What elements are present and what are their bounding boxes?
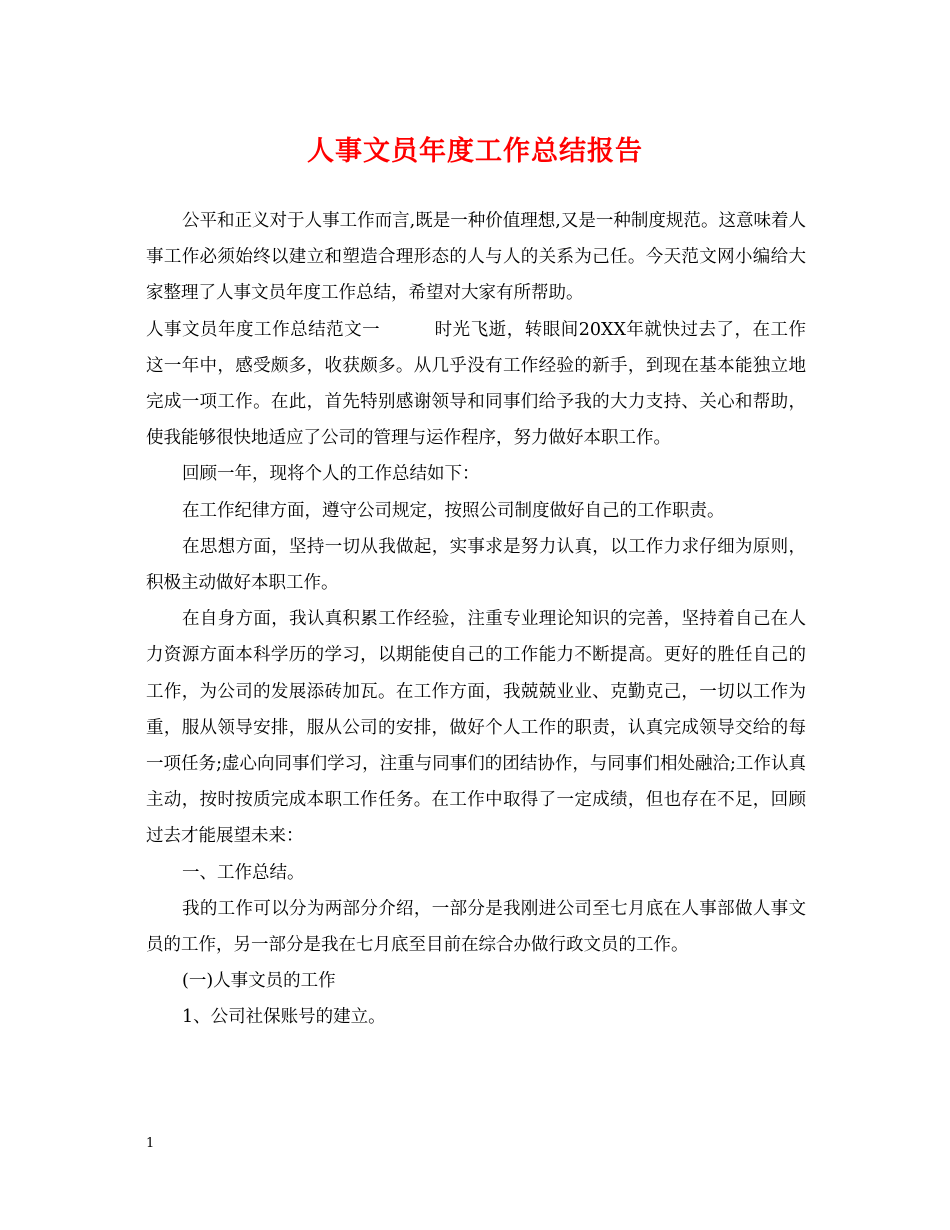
document-body [146,203,806,1036]
paragraph-self: 在自身方面，我认真积累工作经验，注重专业理论知识的完善，坚持着自己在人力资源方面本科学历的学习，以期能使自己的工作能力不断提高。更好的胜任自己的工作，为公司的发展添砖加瓦。在工作方面，我兢兢业业、克勤克己，一切以工作为重，服从领导安排，服从公司的安排，做好个人工作的职责，认真完成领导交给的每一项任务;虚心向同事们学习，注重与同事们的团结协作，与同事们相处融洽;工作认真主动，按时按质完成本职工作任务。在工作中取得了一定成绩，但也存在不足，回顾过去才能展望未来： [146,609,806,847]
paragraph-work-parts: 我的工作可以分为两部分介绍，一部分是我刚进公司至七月底在人事部做人事文员的工作，另一部分是我在七月底至目前在综合办做行政文员的工作。 [146,898,806,956]
paragraph-sample-one [146,312,806,457]
document-title: 人事文员年度工作总结报告 [307,136,643,167]
paragraph-intro: 公平和正义对于人事工作而言,既是一种价值理想,又是一种制度规范。这意味着人事工作必须始终以建立和塑造合理形态的人与人的关系为己任。今天范文网小编给大家整理了人事文员年度工作总结，希望对大家有所帮助。 [146,211,806,304]
paragraph-opening: 时光飞逝，转眼间20XX年就快过去了，在工作这一年中，感受颇多，收获颇多。从几乎没有工作经验的新手，到现在基本能独立地完成一项工作。在此，首先特别感谢领导和同事们给予我的大力支持、关心和帮助，使我能够很快地适应了公司的管理与运作程序，努力做好本职工作。 [146,319,807,449]
paragraph-heading-summary: 一、工作总结。 [182,862,305,883]
page-number: 1 [146,1136,155,1151]
paragraph-subheading-hr: (一)人事文员的工作 [182,971,336,992]
paragraph-discipline: 在工作纪律方面，遵守公司规定，按照公司制度做好自己的工作职责。 [182,500,725,521]
paragraph-thought: 在思想方面，坚持一切从我做起，实事求是努力认真，以工作力求仔细为原则，积极主动做好本职工作。 [146,536,806,594]
paragraph-review: 回顾一年，现将个人的工作总结如下： [182,464,480,485]
section-heading-sample-one: 人事文员年度工作总结范文一 [146,319,381,340]
paragraph-item-one: 1、公司社保账号的建立。 [182,1007,386,1028]
